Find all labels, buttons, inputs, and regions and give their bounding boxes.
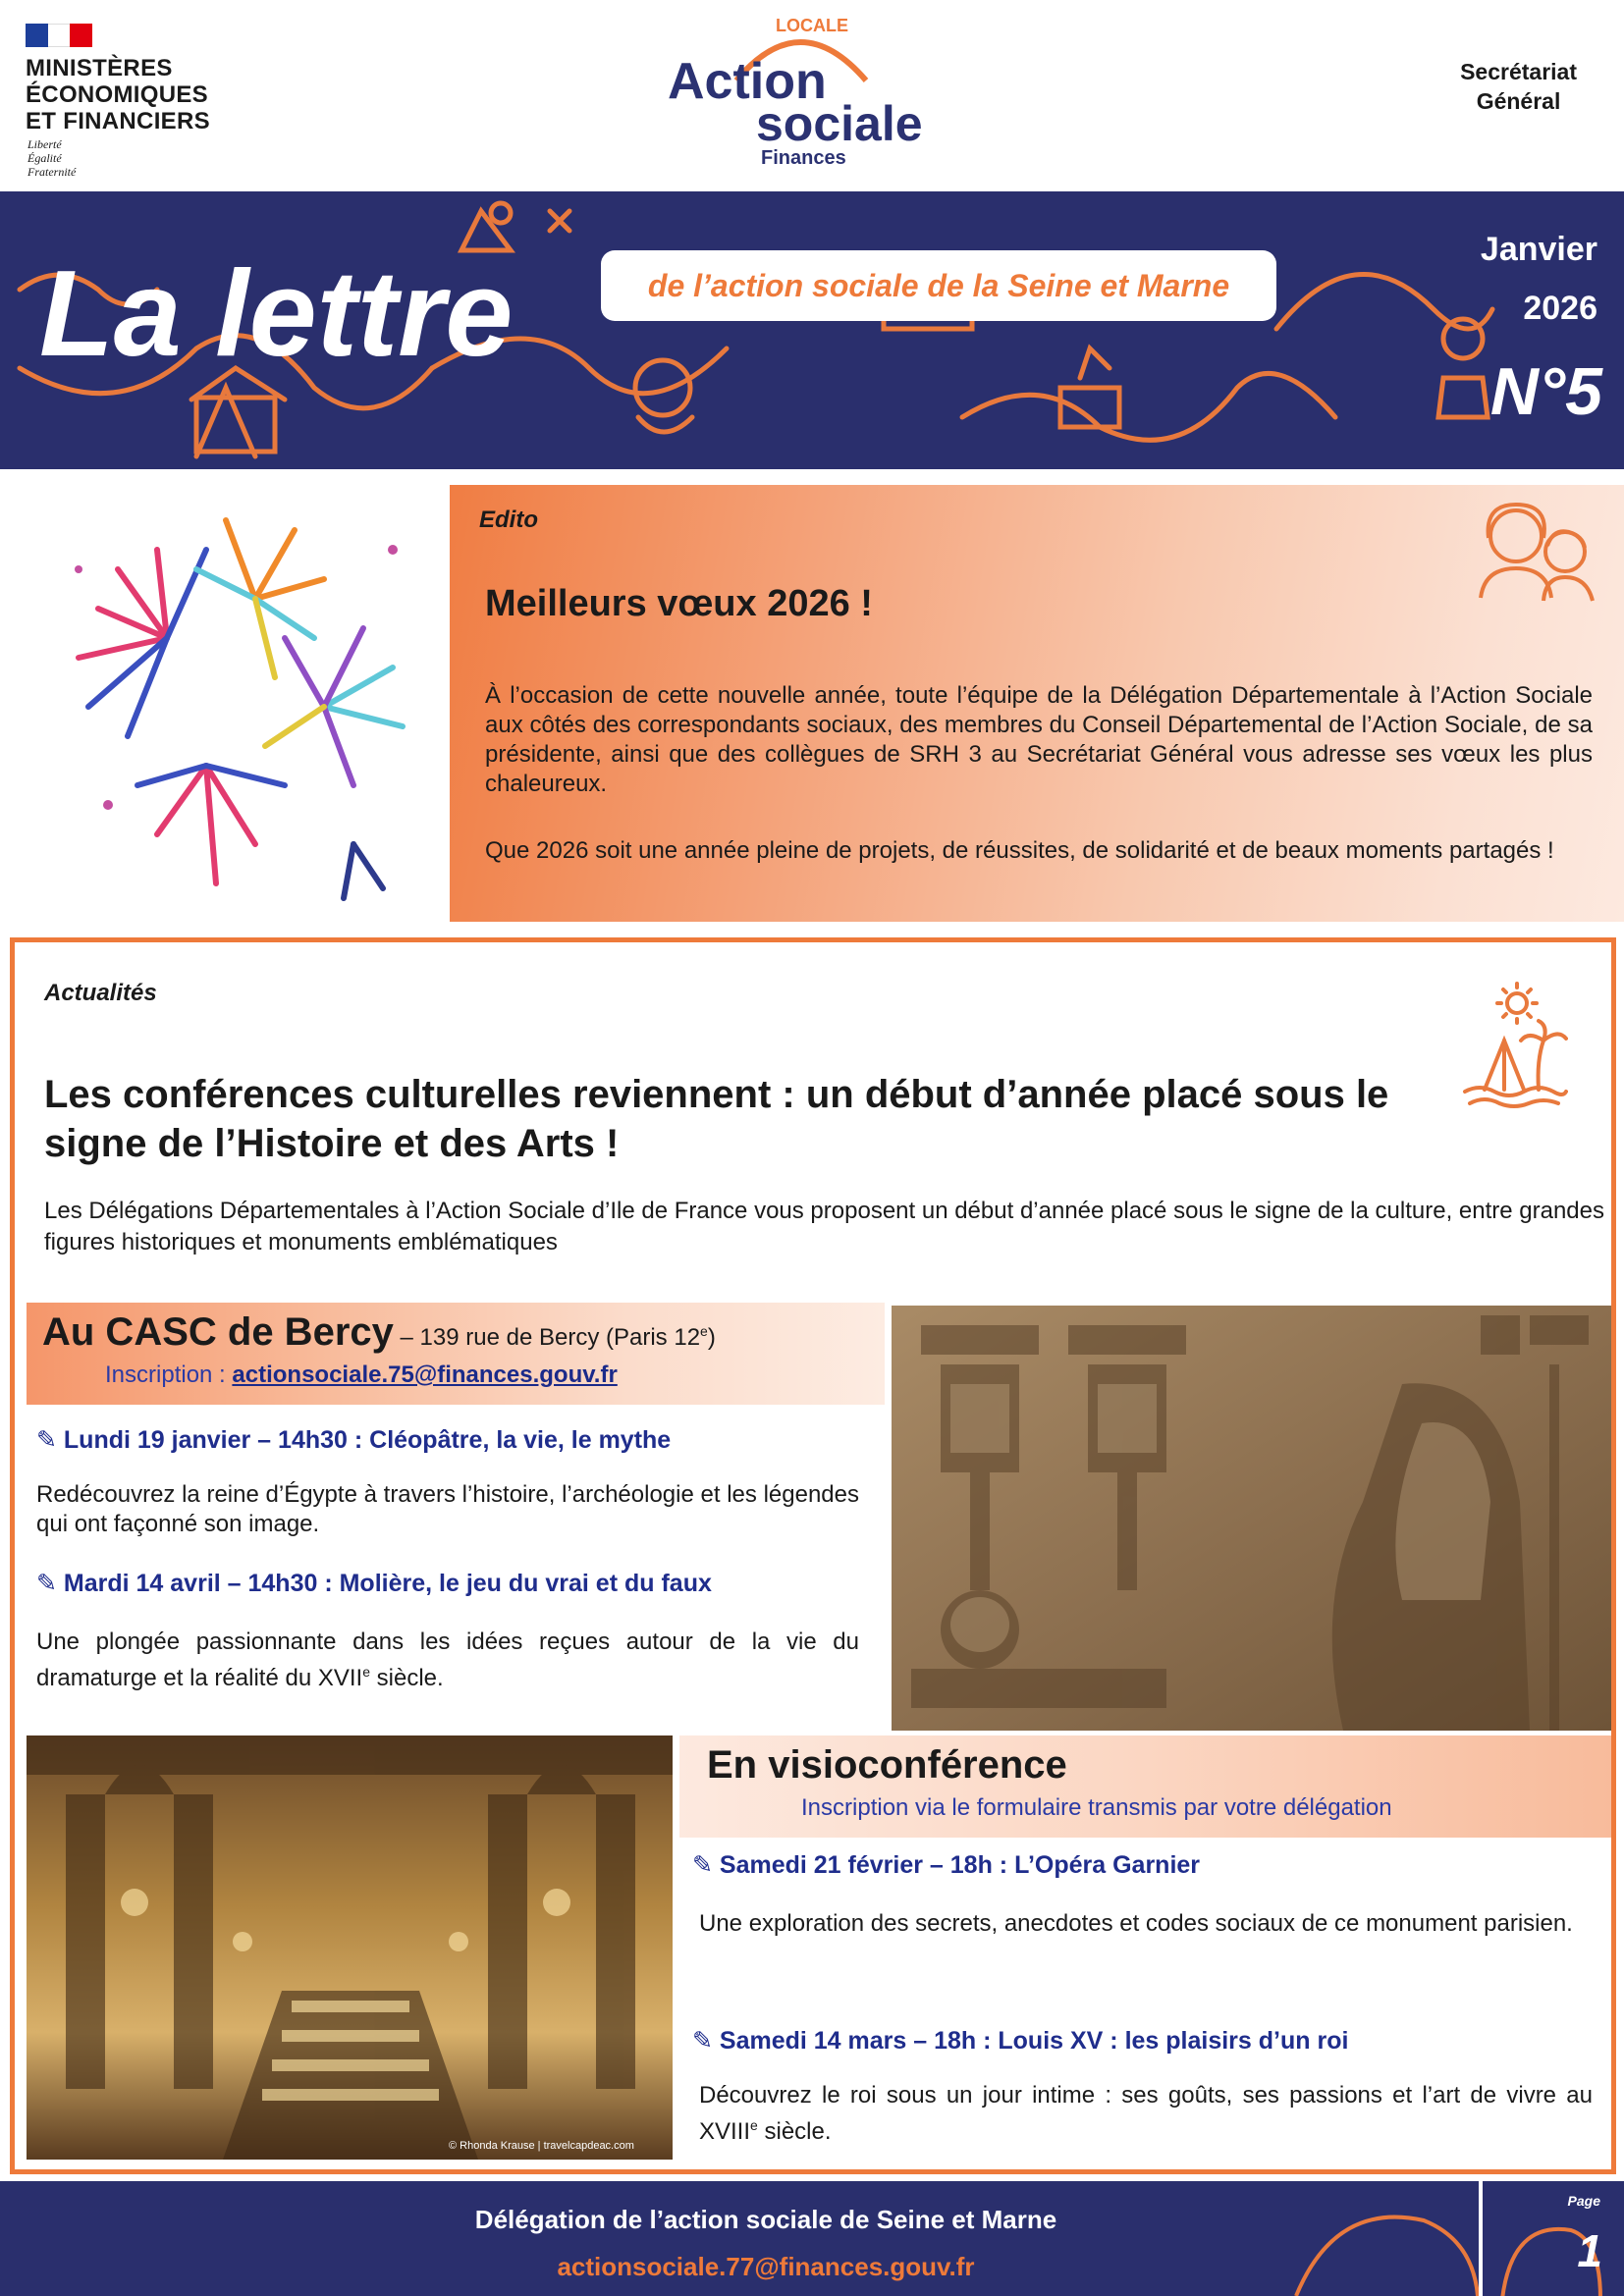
motto-line: Liberté [27,137,62,151]
casc-title [42,1310,716,1355]
event-text [36,1628,859,1693]
casc-inscription-label: Inscription : [105,1362,233,1388]
event-text: Redécouvrez la reine d’Égypte à travers l’histoire, l’archéologie et les légendes qui ont façonné son image. [36,1481,859,1537]
event-heading-text: Mardi 14 avril – 14h30 : Molière, le jeu du vrai et du faux [63,1570,712,1597]
event-text: Une exploration des secrets, anecdotes et codes sociaux de ce monument parisien. [699,1910,1573,1937]
event-text-main: Une plongée passionnante dans les idées reçues autour de la vie du dramaturge et la réalité du XVII [36,1629,859,1691]
logo-locale: LOCALE [776,16,848,35]
ministry-line: ÉCONOMIQUES [26,81,208,108]
event-text-sup: e [750,2117,758,2133]
event-heading [692,1850,1200,1880]
actualites-section [10,937,1616,2174]
secretariat-line: Général [1476,88,1561,114]
page-label: Page [1567,2193,1600,2209]
opera-garnier-image [27,1735,673,2160]
egyptian-relief-image [892,1306,1611,1731]
footer [0,2181,1624,2296]
event-heading-text: Lundi 19 janvier – 14h30 : Cléopâtre, la vie, le mythe [63,1426,672,1454]
title-banner [0,191,1624,469]
logo-finances: Finances [761,147,846,169]
footer-delegation: Délégation de l’action sociale de Seine et Marne [474,2205,1057,2234]
casc-address-end: ) [707,1324,716,1351]
logo-action: Action [668,53,827,110]
motto-line: Égalité [27,151,62,165]
edito-paragraph: À l’occasion de cette nouvelle année, toute l’équipe de la Délégation Départementale à l’Action Sociale aux côtés des correspondants sociaux, des membres du Conseil Départemental de l’Action Sociale, de sa présidente, ainsi que des collègues de SRH 3 au Secrétariat Général vous adresse ses vœux les plus chaleureux. [485,682,1593,797]
footer-email[interactable]: actionsociale.77@finances.gouv.fr [557,2252,975,2281]
visio-title: En visioconférence [707,1743,1067,1787]
page-number: 1 [1577,2225,1602,2276]
secretariat-line: Secrétariat [1460,59,1577,84]
actualites-title: Les conférences culturelles reviennent : un début d’année placé sous le signe de l’Histoire et des Arts ! [44,1073,1389,1165]
actualites-label: Actualités [44,980,157,1006]
casc-inscription [105,1362,618,1389]
banner-title: La lettre [39,246,514,382]
fireworks-icon [59,510,422,903]
republic-motto [27,137,76,179]
event-heading-text: Samedi 14 mars – 18h : Louis XV : les plaisirs d’un roi [719,2027,1349,2055]
page-number-box [1479,2181,1624,2296]
banner-subtitle: de l’action sociale de la Seine et Marne [601,250,1276,321]
ministry-name [26,55,210,134]
event-text-main: Découvrez le roi sous un jour intime : ses goûts, ses passions et l’art de vivre au XVIII [699,2082,1593,2145]
casc-address-sup: e [700,1323,708,1339]
pencil-icon: ✎ [36,1426,64,1454]
edito-label: Edito [479,507,538,533]
visio-header [679,1735,1611,1838]
egyptian-relief-illustration [892,1306,1611,1731]
casc-header [27,1303,885,1405]
edito-section [450,485,1624,922]
visio-inscription: Inscription via le formulaire transmis par votre délégation [801,1794,1392,1821]
casc-name: Au CASC de Bercy [42,1310,394,1354]
event-heading-text: Samedi 21 février – 18h : L’Opéra Garnier [719,1851,1201,1879]
event-heading [692,2026,1348,2056]
island-icon [1460,982,1568,1109]
event-heading [36,1569,712,1598]
family-icon [1475,495,1602,603]
ministry-line: ET FINANCIERS [26,108,210,134]
casc-address-text: – 139 rue de Bercy (Paris 12 [393,1324,701,1351]
ministry-line: MINISTÈRES [26,55,173,81]
issue-number: N°5 [1489,354,1602,429]
event-text-sup: e [362,1664,370,1680]
event-text-end: siècle. [369,1665,444,1691]
opera-garnier-illustration [27,1735,673,2160]
secretariat-general [1460,57,1577,116]
issue-month: Janvier [1480,231,1597,268]
pencil-icon: ✎ [692,1851,720,1879]
pencil-icon: ✎ [692,2027,720,2055]
edito-paragraph: Que 2026 soit une année pleine de projets, de réussites, de solidarité et de beaux moments partagés ! [485,837,1554,864]
issue-year: 2026 [1523,290,1597,327]
casc-email-link[interactable]: actionsociale.75@finances.gouv.fr [232,1362,618,1388]
edito-title: Meilleurs vœux 2026 ! [485,583,873,624]
pencil-icon: ✎ [36,1570,64,1597]
event-text-end: siècle. [757,2118,832,2145]
event-heading [36,1425,671,1455]
motto-line: Fraternité [27,165,77,179]
actualites-intro: Les Délégations Départementales à l’Action Sociale d’Ile de France vous proposent un début d’année placé sous le signe de la culture, entre grandes figures historiques et monuments emblématiques [44,1198,1605,1255]
event-text [699,2081,1593,2147]
marianne-flag [26,24,92,47]
logo-sociale: sociale [756,96,923,151]
casc-address [394,1324,716,1351]
photo-credit: © Rhonda Krause | travelcapdeac.com [449,2140,634,2152]
